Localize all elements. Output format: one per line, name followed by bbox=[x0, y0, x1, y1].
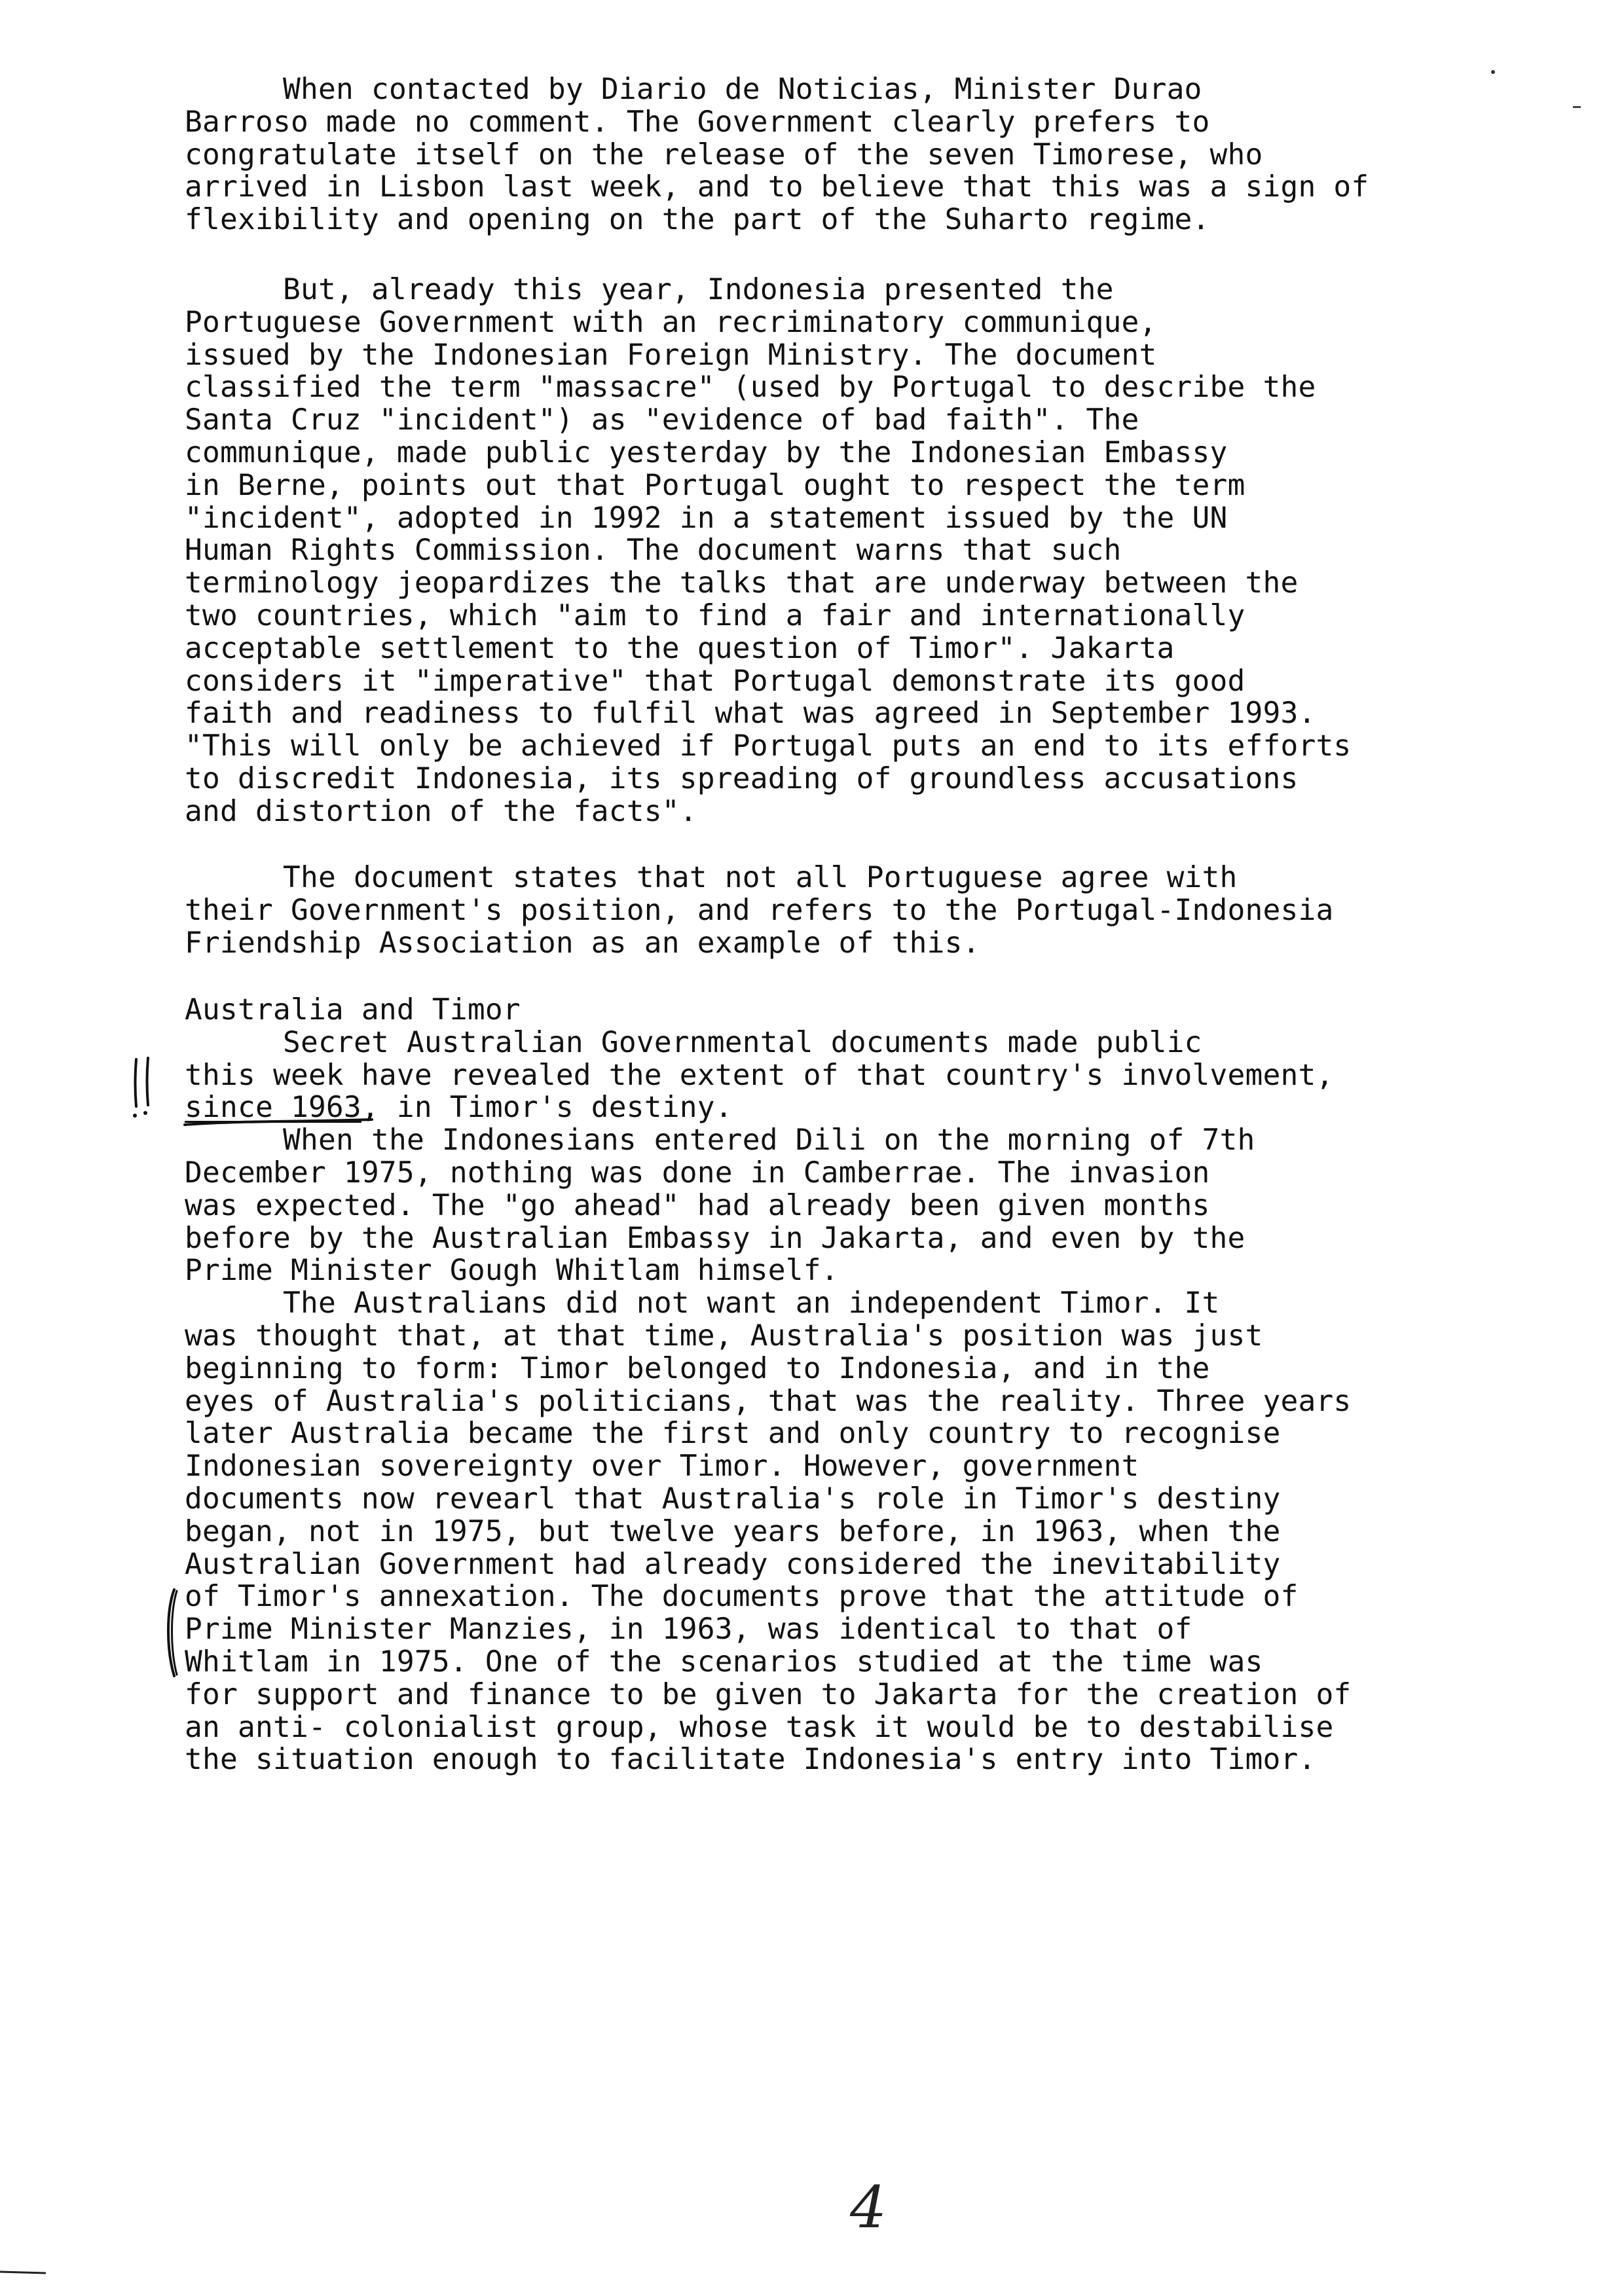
text-line: Barroso made no comment. The Government clearly prefers to bbox=[185, 105, 1210, 139]
text-line: December 1975, nothing was done in Camberrae. The invasion bbox=[185, 1156, 1210, 1190]
text-line: Human Rights Commission. The document warns that such bbox=[185, 534, 1122, 568]
text-line: and distortion of the facts". bbox=[185, 794, 697, 828]
text-line: "incident", adopted in 1992 in a statement issued by the UN bbox=[185, 501, 1228, 535]
scan-speck-mark bbox=[1570, 98, 1590, 118]
text-line: of Timor's annexation. The documents prove that the attitude of bbox=[185, 1580, 1299, 1614]
scan-speck-mark bbox=[1486, 65, 1506, 85]
text-line: Prime Minister Gough Whitlam himself. bbox=[185, 1254, 839, 1288]
text-line: began, not in 1975, but twelve years before, in 1963, when the bbox=[185, 1514, 1281, 1548]
text-line: two countries, which "aim to find a fair and internationally bbox=[185, 598, 1246, 632]
page-number: 4 bbox=[850, 2174, 887, 2241]
paragraph-friendship-association bbox=[185, 862, 1494, 959]
paragraph-communique bbox=[185, 274, 1494, 828]
text-line bbox=[185, 1091, 1494, 1124]
text-line: considers it "imperative" that Portugal demonstrate its good bbox=[185, 664, 1246, 698]
scan-edge-mark bbox=[0, 2265, 52, 2278]
text-line: terminology jeopardizes the talks that are underway between the bbox=[185, 566, 1299, 600]
text-line: classified the term "massacre" (used by Portugal to describe the bbox=[185, 371, 1316, 405]
text-line: The document states that not all Portuguese agree with bbox=[283, 861, 1238, 894]
text-line: arrived in Lisbon last week, and to believe that this was a sign of bbox=[185, 170, 1369, 204]
text-line: When contacted by Diario de Noticias, Minister Durao bbox=[283, 73, 1202, 106]
text-line: for support and finance to be given to Jakarta for the creation of bbox=[185, 1677, 1352, 1711]
text-line: the situation enough to facilitate Indonesia's entry into Timor. bbox=[185, 1743, 1316, 1777]
text-line: communique, made public yesterday by the Indonesian Embassy bbox=[185, 435, 1228, 469]
text-line: before by the Australian Embassy in Jakarta, and even by the bbox=[185, 1221, 1246, 1255]
text-line: was thought that, at that time, Australia's position was just bbox=[185, 1319, 1263, 1353]
text-line: congratulate itself on the release of the seven Timorese, who bbox=[185, 137, 1263, 172]
text-line: faith and readiness to fulfil what was agreed in September 1993. bbox=[185, 697, 1316, 731]
text-line: documents now revearl that Australia's role in Timor's destiny bbox=[185, 1482, 1281, 1516]
text-line: later Australia became the first and only country to recognise bbox=[185, 1417, 1281, 1451]
text-line: issued by the Indonesian Foreign Ministry. The document bbox=[185, 338, 1157, 372]
underlined-phrase: since 1963 bbox=[185, 1091, 361, 1125]
handwritten-underline-mark bbox=[182, 1117, 378, 1130]
text-line: their Government's position, and refers to the Portugal-Indonesia bbox=[185, 893, 1334, 927]
text-line: this week have revealed the extent of that country's involvement, bbox=[185, 1058, 1334, 1092]
text-line: Santa Cruz "incident") as "evidence of bad faith". The bbox=[185, 403, 1139, 437]
text-line: Portuguese Government with an recriminatory communique, bbox=[185, 305, 1157, 339]
text-line: But, already this year, Indonesia presented the bbox=[283, 273, 1114, 306]
text-line: eyes of Australia's politicians, that was the reality. Three years bbox=[185, 1384, 1352, 1418]
section-heading: Australia and Timor bbox=[185, 993, 521, 1027]
text-line: flexibility and opening on the part of the Suharto regime. bbox=[185, 203, 1210, 237]
section-australia-and-timor bbox=[185, 994, 1494, 1776]
text-line: Friendship Association as an example of this. bbox=[185, 926, 980, 960]
text-line: Secret Australian Governmental documents made public bbox=[283, 1025, 1202, 1059]
text-fragment: , in Timor's destiny. bbox=[361, 1091, 733, 1125]
text-line: "This will only be achieved if Portugal puts an end to its efforts bbox=[185, 729, 1352, 763]
text-line: to discredit Indonesia, its spreading of groundless accusations bbox=[185, 761, 1299, 795]
text-line: acceptable settlement to the question of Timor". Jakarta bbox=[185, 631, 1175, 665]
handwritten-bracket-mark bbox=[160, 1584, 186, 1683]
text-line: Prime Minister Manzies, in 1963, was identical to that of bbox=[185, 1613, 1192, 1647]
text-line: Whitlam in 1975. One of the scenarios studied at the time was bbox=[185, 1645, 1263, 1679]
text-line: was expected. The "go ahead" had already been given months bbox=[185, 1188, 1210, 1222]
handwritten-double-line-mark bbox=[128, 1055, 161, 1121]
text-line: When the Indonesians entered Dili on the morning of 7th bbox=[283, 1123, 1255, 1157]
text-line: an anti- colonialist group, whose task it would be to destabilise bbox=[185, 1710, 1334, 1744]
text-line: The Australians did not want an independent Timor. It bbox=[283, 1286, 1220, 1321]
text-line: Indonesian sovereignty over Timor. However, government bbox=[185, 1449, 1139, 1484]
text-line: in Berne, points out that Portugal ought to respect the term bbox=[185, 468, 1246, 502]
paragraph-diario-de-noticias bbox=[185, 73, 1494, 236]
text-line: Australian Government had already considered the inevitability bbox=[185, 1547, 1281, 1581]
text-line: beginning to form: Timor belonged to Indonesia, and in the bbox=[185, 1351, 1210, 1385]
